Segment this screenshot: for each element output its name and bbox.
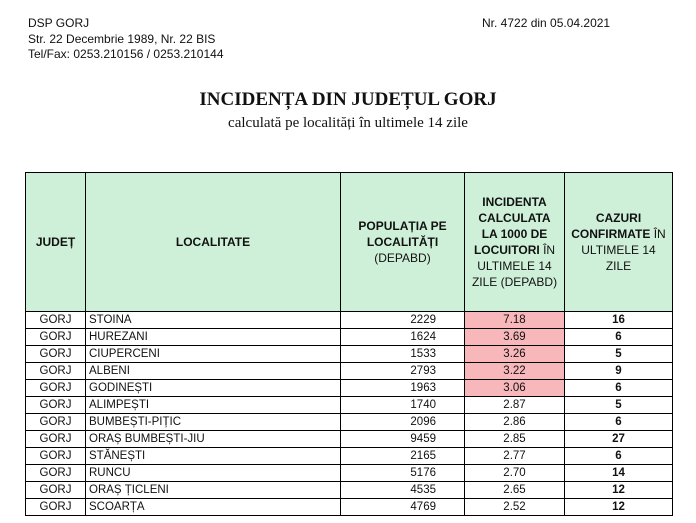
- table-row: [26, 312, 673, 329]
- cell-populatie: 1963: [341, 380, 465, 397]
- cell-localitate: STĂNEȘTI: [86, 448, 341, 465]
- table-row: [26, 414, 673, 431]
- cell-incidenta: 3.22: [465, 363, 565, 380]
- cell-judet: GORJ: [26, 397, 86, 414]
- cell-localitate: STOINA: [86, 312, 341, 329]
- cell-cazuri: 16: [565, 312, 673, 329]
- cell-incidenta: 7.18: [465, 312, 565, 329]
- cell-localitate: CIUPERCENI: [86, 346, 341, 363]
- cell-populatie: 2793: [341, 363, 465, 380]
- col-header-localitate: LOCALITATE: [86, 173, 341, 312]
- cell-judet: GORJ: [26, 380, 86, 397]
- cell-populatie: 1533: [341, 346, 465, 363]
- cell-localitate: RUNCU: [86, 465, 341, 482]
- cell-localitate: GODINEȘTI: [86, 380, 341, 397]
- letterhead: [28, 16, 224, 63]
- table-row: [26, 482, 673, 499]
- cell-cazuri: 27: [565, 431, 673, 448]
- table-row: [26, 431, 673, 448]
- cell-incidenta: 3.26: [465, 346, 565, 363]
- org-address: Str. 22 Decembrie 1989, Nr. 22 BIS: [28, 31, 216, 46]
- cell-localitate: HUREZANI: [86, 329, 341, 346]
- cell-cazuri: 12: [565, 499, 673, 516]
- table-row: [26, 499, 673, 516]
- cell-cazuri: 14: [565, 465, 673, 482]
- cell-cazuri: 6: [565, 380, 673, 397]
- cell-cazuri: 12: [565, 482, 673, 499]
- table-row: [26, 448, 673, 465]
- cell-incidenta: 2.65: [465, 482, 565, 499]
- cell-judet: GORJ: [26, 346, 86, 363]
- cell-incidenta: 2.86: [465, 414, 565, 431]
- cell-judet: GORJ: [26, 431, 86, 448]
- cell-incidenta: 3.69: [465, 329, 565, 346]
- cell-populatie: 4535: [341, 482, 465, 499]
- cell-populatie: 4769: [341, 499, 465, 516]
- cell-populatie: 5176: [341, 465, 465, 482]
- cell-judet: GORJ: [26, 499, 86, 516]
- cell-judet: GORJ: [26, 329, 86, 346]
- cell-incidenta: 2.87: [465, 397, 565, 414]
- cell-incidenta: 2.52: [465, 499, 565, 516]
- cell-localitate: SCOARȚA: [86, 499, 341, 516]
- cell-judet: GORJ: [26, 482, 86, 499]
- col-header-incidenta: INCIDENTA CALCULATA LA 1000 DE LOCUITORI ÎN ULTIMELE 14 ZILE (DEPABD): [465, 173, 565, 312]
- cell-incidenta: 3.06: [465, 380, 565, 397]
- col-header-cazuri: CAZURI CONFIRMATE ÎN ULTIMELE 14 ZILE: [565, 173, 673, 312]
- org-name: DSP GORJ: [28, 16, 90, 30]
- table-row: [26, 329, 673, 346]
- table-row: [26, 346, 673, 363]
- document-subtitle: calculată pe localități în ultimele 14 zile: [228, 115, 468, 131]
- cell-localitate: ALBENI: [86, 363, 341, 380]
- cell-cazuri: 6: [565, 414, 673, 431]
- cell-incidenta: 2.85: [465, 431, 565, 448]
- col-header-judet: JUDEȚ: [26, 173, 86, 312]
- cell-cazuri: 6: [565, 448, 673, 465]
- cell-cazuri: 5: [565, 346, 673, 363]
- cell-cazuri: 9: [565, 363, 673, 380]
- table-row: [26, 363, 673, 380]
- cell-judet: GORJ: [26, 465, 86, 482]
- table-header-row: [26, 173, 673, 312]
- incidence-table: [25, 172, 673, 516]
- col-header-populatia: POPULAȚIA PE LOCALITĂȚI (DEPABD): [341, 173, 465, 312]
- document-number: Nr. 4722 din 05.04.2021: [482, 16, 611, 30]
- org-phone: Tel/Fax: 0253.210156 / 0253.210144: [28, 47, 224, 61]
- cell-populatie: 1740: [341, 397, 465, 414]
- cell-cazuri: 5: [565, 397, 673, 414]
- cell-populatie: 2165: [341, 448, 465, 465]
- cell-localitate: BUMBEȘTI-PIȚIC: [86, 414, 341, 431]
- cell-judet: GORJ: [26, 414, 86, 431]
- cell-localitate: ORAȘ BUMBEȘTI-JIU: [86, 431, 341, 448]
- cell-populatie: 2229: [341, 312, 465, 329]
- cell-judet: GORJ: [26, 363, 86, 380]
- cell-populatie: 9459: [341, 431, 465, 448]
- cell-judet: GORJ: [26, 448, 86, 465]
- cell-localitate: ORAȘ ȚICLENI: [86, 482, 341, 499]
- document-title: INCIDENȚA DIN JUDEȚUL GORJ: [199, 89, 497, 110]
- cell-incidenta: 2.77: [465, 448, 565, 465]
- cell-cazuri: 6: [565, 329, 673, 346]
- cell-incidenta: 2.70: [465, 465, 565, 482]
- cell-populatie: 1624: [341, 329, 465, 346]
- table-row: [26, 380, 673, 397]
- table-row: [26, 397, 673, 414]
- cell-judet: GORJ: [26, 312, 86, 329]
- cell-populatie: 2096: [341, 414, 465, 431]
- cell-localitate: ALIMPEȘTI: [86, 397, 341, 414]
- table-row: [26, 465, 673, 482]
